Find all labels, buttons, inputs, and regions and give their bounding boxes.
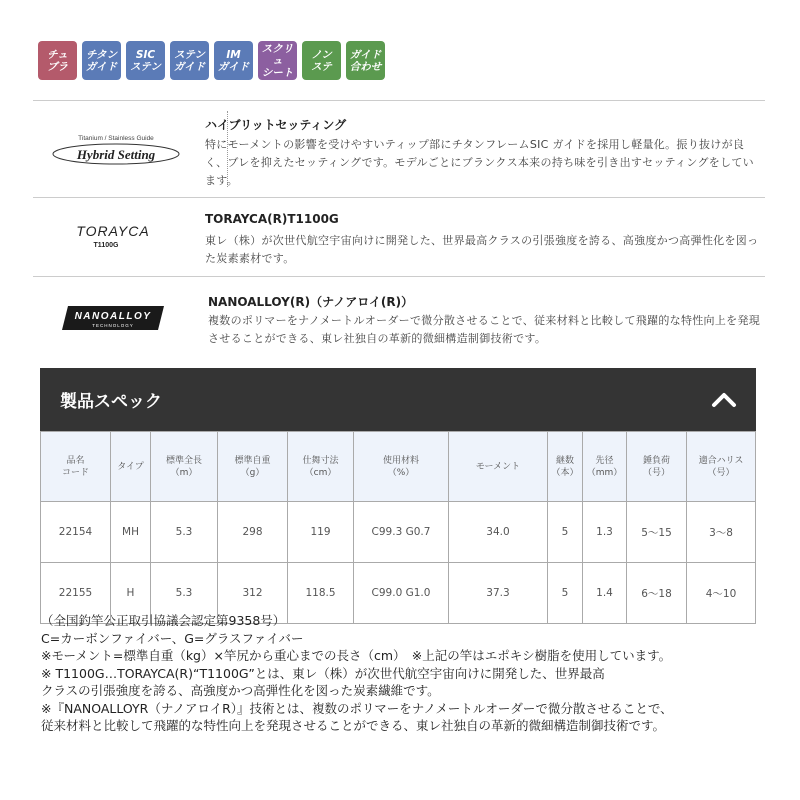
cell-type: MH — [111, 502, 151, 563]
table-row — [41, 502, 756, 563]
cell-tip-diameter: 1.3 — [583, 502, 627, 563]
col-header-closed-length: 仕舞寸法 （cm） — [288, 432, 354, 502]
badge-im-guide: IM ガイド — [214, 41, 253, 80]
chevron-up-icon[interactable] — [710, 386, 738, 414]
feature-title: NANOALLOY(R)（ナノアロイ(R)） — [208, 295, 414, 309]
note-nanoalloy: ※『NANOALLOYR（ナノアロイR）』技術とは、複数のポリマーをナノメートルオーダーで微分散させることで、 — [41, 700, 673, 716]
hybrid-logo-main: Hybrid Setting — [76, 147, 156, 162]
cell-weight: 298 — [218, 502, 288, 563]
col-header-harris: 適合ハリス （号） — [687, 432, 756, 502]
cell-length: 5.3 — [151, 563, 218, 624]
cell-moment: 37.3 — [449, 563, 548, 624]
feature-description: 東レ（株）が次世代航空宇宙向けに開発した、世界最高クラスの引張強度を誇る、高強度かつ高弾性化を図った炭素素材です。 — [205, 234, 759, 265]
torayca-logo-main: TORAYCA — [76, 223, 150, 239]
nanoalloy-logo-main: NANOALLOY — [74, 311, 152, 322]
col-header-sections: 継数 （本） — [548, 432, 583, 502]
feature-hybrid-setting — [33, 101, 765, 197]
note-t1100g: ※ T1100G…TORAYCA(R)“T1100G”とは、東レ（株）が次世代航空宇宙向けに開発した、世界最高 — [41, 665, 605, 681]
cell-length: 5.3 — [151, 502, 218, 563]
torayca-logo-small: T1100G — [93, 242, 119, 249]
cell-weight: 312 — [218, 563, 288, 624]
spec-table — [40, 431, 756, 624]
col-header-length: 標準全長 （m） — [151, 432, 218, 502]
badge-screw-seat: スクリュ シート — [258, 41, 297, 80]
col-header-sinker-load: 錘負荷 （号） — [627, 432, 687, 502]
feature-torayca — [33, 198, 765, 276]
cell-closed-length: 118.5 — [288, 563, 354, 624]
spec-header[interactable] — [40, 368, 756, 430]
feature-title: TORAYCA(R)T1100G — [205, 212, 339, 226]
nanoalloy-logo-small: TECHNOLOGY — [92, 323, 134, 328]
col-header-weight: 標準自重 （g） — [218, 432, 288, 502]
feature-description: 特にモーメントの影響を受けやすいティップ部にチタンフレームSIC ガイドを採用し軽量化。振り抜けが良く、ブレを抑えたセッティングです。モデルごとにブランクス本来の持ち味を引き出すセッティングをしています。 — [205, 138, 754, 187]
hybrid-setting-logo — [33, 101, 193, 197]
note-t1100g-cont: クラスの引張強度を誇る、高強度かつ高弾性化を図った炭素繊維です。 — [41, 683, 440, 698]
cell-material: C99.0 G1.0 — [354, 563, 449, 624]
spec-panel — [40, 368, 756, 612]
cell-code: 22155 — [41, 563, 111, 624]
torayca-logo — [33, 198, 193, 276]
nanoalloy-logo — [33, 277, 193, 357]
cell-sinker-load: 6～18 — [627, 563, 687, 624]
feature-nanoalloy — [33, 277, 765, 357]
cell-tip-diameter: 1.4 — [583, 563, 627, 624]
badge-tubular: チュ ブラ — [38, 41, 77, 80]
note-material-legend: C=カーボンファイバー、G=グラスファイバー — [41, 630, 304, 646]
spec-header-row — [41, 432, 756, 502]
feature-title: ハイブリットセッティング — [205, 118, 347, 132]
cell-sections: 5 — [548, 563, 583, 624]
spec-title: 製品スペック — [60, 392, 162, 412]
cell-sections: 5 — [548, 502, 583, 563]
cell-harris: 4～10 — [687, 563, 756, 624]
badge-stainless-guide: ステン ガイド — [170, 41, 209, 80]
feature-badges — [38, 41, 385, 80]
badge-titanium-guide: チタン ガイド — [82, 41, 121, 80]
badge-sic-stainless: SIC ステン — [126, 41, 165, 80]
cell-sinker-load: 5～15 — [627, 502, 687, 563]
cell-moment: 34.0 — [449, 502, 548, 563]
note-certification: （全国釣竿公正取引協議会認定第9358号） — [41, 613, 286, 628]
badge-guide-alignment: ガイド 合わせ — [346, 41, 385, 80]
col-header-type: タイプ — [111, 432, 151, 502]
col-header-moment: モーメント — [449, 432, 548, 502]
spec-notes — [41, 612, 781, 735]
cell-material: C99.3 G0.7 — [354, 502, 449, 563]
hybrid-logo-small: Titanium / Stainless Guide — [78, 135, 154, 142]
cell-closed-length: 119 — [288, 502, 354, 563]
col-header-code: 品名 コード — [41, 432, 111, 502]
cell-harris: 3～8 — [687, 502, 756, 563]
note-nanoalloy-cont: 従来材料と比較して飛躍的な特性向上を発現させることができる、東レ社独自の革新的微細構造制御技術です。 — [41, 718, 666, 733]
feature-description: 複数のポリマーをナノメートルオーダーで微分散させることで、従来材料と比較して飛躍的な特性向上を発現させることができる、東レ社独自の革新的微細構造制御技術です。 — [208, 314, 761, 345]
badge-non-stain: ノン ステ — [302, 41, 341, 80]
cell-code: 22154 — [41, 502, 111, 563]
col-header-material: 使用材料 （%） — [354, 432, 449, 502]
cell-type: H — [111, 563, 151, 624]
note-moment: ※モーメント=標準自重（kg）×竿尻から重心までの長さ（cm） ※上記の竿はエポキシ樹脂を使用しています。 — [41, 648, 672, 663]
col-header-tip-diameter: 先径 （mm） — [583, 432, 627, 502]
